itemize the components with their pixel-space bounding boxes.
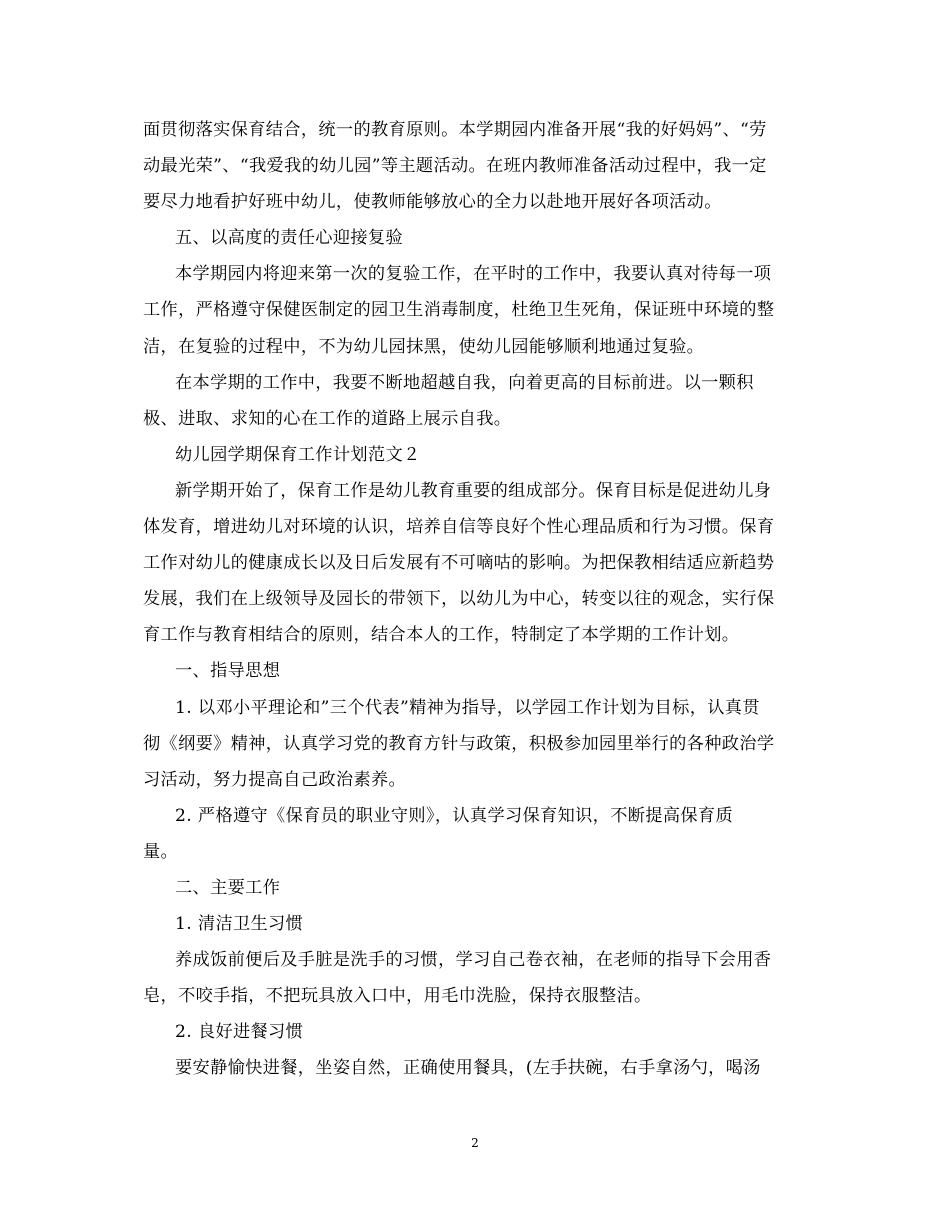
body-line: 育工作与教育相结合的原则，结合本人的工作，特制定了本学期的工作计划。 xyxy=(143,625,740,646)
section-heading: 一、指导思想 xyxy=(175,661,281,682)
section-heading: 五、以高度的责任心迎接复验 xyxy=(175,228,403,249)
section-heading: 二、主要工作 xyxy=(175,877,281,898)
body-line: 工作对幼儿的健康成长以及日后发展有不可嘀咕的影响。为把保教相结适应新趋势 xyxy=(143,553,775,574)
body-line: 要尽力地看护好班中幼儿，使教师能够放心的全力以赴地开展好各项活动。 xyxy=(143,192,722,213)
body-line: 发展，我们在上级领导及园长的带领下，以幼儿为中心，转变以往的观念，实行保 xyxy=(143,589,775,610)
body-line: 量。 xyxy=(143,841,179,862)
body-line: 本学期园内将迎来第一次的复验工作，在平时的工作中，我要认真对待每一项 xyxy=(175,264,772,285)
body-line: 习活动，努力提高自己政治素养。 xyxy=(143,769,407,790)
body-line: 皂，不咬手指，不把玩具放入口中，用毛巾洗脸，保持衣服整洁。 xyxy=(143,986,652,1007)
numbered-item: 1. 以邓小平理论和”三个代表”精神为指导，以学园工作计划为目标，认真贯 xyxy=(175,697,760,718)
body-line: 彻《纲要》精神，认真学习党的教育方针与政策，积极参加园里举行的各种政治学 xyxy=(143,733,775,754)
numbered-item: 2. 良好进餐习惯 xyxy=(175,1022,304,1043)
document-body xyxy=(143,112,810,1087)
body-line: 洁，在复验的过程中，不为幼儿园抹黑，使幼儿园能够顺利地通过复验。 xyxy=(143,336,705,357)
document-subtitle: 幼儿园学期保育工作计划范文２ xyxy=(175,444,421,465)
body-line: 动最光荣”、“我爱我的幼儿园”等主题活动。在班内教师准备活动过程中，我一定 xyxy=(143,156,767,177)
body-line: 养成饭前便后及手脏是洗手的习惯，学习自己卷衣袖，在老师的指导下会用香 xyxy=(175,950,772,971)
page-number: 2 xyxy=(471,1136,479,1150)
body-line: 工作，严格遵守保健医制定的园卫生消毒制度，杜绝卫生死角，保证班中环境的整 xyxy=(143,300,775,321)
body-line: 要安静愉快进餐，坐姿自然，正确使用餐具，(左手扶碗，右手拿汤勺，喝汤 xyxy=(175,1058,761,1079)
body-line: 极、进取、求知的心在工作的道路上展示自我。 xyxy=(143,408,512,429)
numbered-item: 1. 清洁卫生习惯 xyxy=(175,914,304,935)
body-line: 体发育，增进幼儿对环境的认识，培养自信等良好个性心理品质和行为习惯。保育 xyxy=(143,517,775,538)
body-line: 新学期开始了，保育工作是幼儿教育重要的组成部分。保育目标是促进幼儿身 xyxy=(175,480,772,501)
numbered-item: 2. 严格遵守《保育员的职业守则》，认真学习保育知识，不断提高保育质 xyxy=(175,805,733,826)
body-line: 在本学期的工作中，我要不断地超越自我，向着更高的目标前进。以一颗积 xyxy=(175,372,754,393)
body-line: 面贯彻落实保育结合，统一的教育原则。本学期园内准备开展“我的好妈妈”、“劳 xyxy=(143,120,767,140)
